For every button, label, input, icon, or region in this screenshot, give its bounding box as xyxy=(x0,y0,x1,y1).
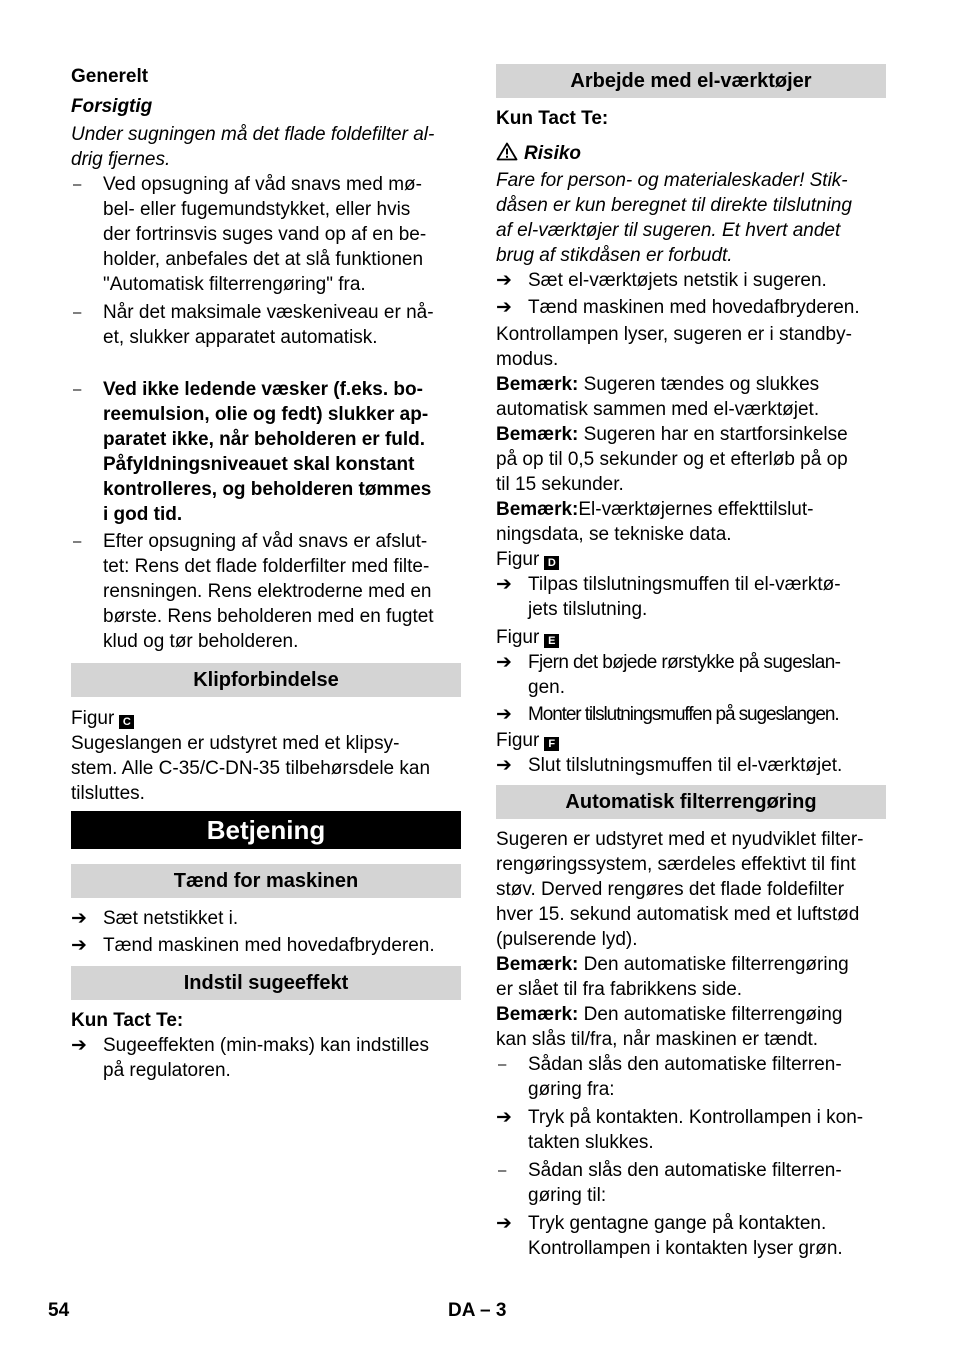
figure-f-icon: F xyxy=(544,737,559,751)
note: Bemærk: Den automatiske filterrengøring er slået til fra fabrikkens side. xyxy=(496,954,849,1000)
list-item: – Når det maksimale væskeniveau er nå- et, slukker apparatet automatisk. xyxy=(73,302,434,348)
list-item: – Efter opsugning af våd snavs er afslut- tet: Rens det flade folderfilter med filte- rensningen. Rens elektroderne med en børste. Rens beholderen med en fugtet klud og tør beholderen. xyxy=(73,531,434,652)
arrow-right-icon: ➔ xyxy=(496,652,512,673)
arrow-right-icon: ➔ xyxy=(71,1035,87,1056)
list-item: – Sådan slås den automatiske filterren- gøring til: xyxy=(498,1160,842,1206)
auto-clean-section xyxy=(496,827,886,1261)
arrow-right-icon: ➔ xyxy=(496,1213,512,1234)
arrow-right-icon: ➔ xyxy=(496,297,512,318)
step-item: ➔ Tryk på kontakten. Kontrollampen i kon- takten slukkes. xyxy=(496,1107,864,1153)
figure-reference: Figur E xyxy=(496,625,886,650)
arrow-right-icon: ➔ xyxy=(496,574,512,595)
list-item: – Sådan slås den automatiske filterren- gøring fra: xyxy=(498,1054,842,1100)
figure-reference: Figur C xyxy=(71,706,461,731)
tools-subheading: Kun Tact Te: xyxy=(496,108,609,129)
figure-e-icon: E xyxy=(544,634,559,648)
clip-section xyxy=(71,706,461,806)
arrow-right-icon: ➔ xyxy=(496,755,512,776)
suction-subheading: Kun Tact Te: xyxy=(71,1010,184,1031)
dash-marker: – xyxy=(73,533,82,550)
arrow-right-icon: ➔ xyxy=(496,1107,512,1128)
arrow-right-icon: ➔ xyxy=(496,704,512,725)
figure-c-icon: C xyxy=(119,715,134,729)
suction-title: Indstil sugeeffekt xyxy=(71,966,461,1000)
note: Bemærk: Den automatiske filterrengøing kan slås til/fra, når maskinen er tændt. xyxy=(496,1004,843,1050)
step-item: ➔ Tilpas tilslutningsmuffen til el-værktø- jets tilslutning. xyxy=(496,574,841,620)
figure-reference: Figur F xyxy=(496,728,886,753)
switch-on-section xyxy=(71,906,461,958)
dash-marker: – xyxy=(73,304,82,321)
step-item: ➔ Slut tilslutningsmuffen til el-værktøjet. xyxy=(496,755,843,776)
dash-marker: – xyxy=(498,1056,507,1073)
page-number: 54 xyxy=(48,1300,70,1321)
arrow-right-icon: ➔ xyxy=(71,908,87,929)
dash-marker: – xyxy=(498,1162,507,1179)
note: Bemærk: Sugeren tændes og slukkes automatisk sammen med el-værktøjet. xyxy=(496,374,820,420)
step-item: ➔ Monter tilslutningsmuffen på sugeslangen. xyxy=(496,704,839,725)
figure-reference: Figur D xyxy=(496,547,886,572)
switch-on-title: Tænd for maskinen xyxy=(71,864,461,898)
general-heading: Generelt xyxy=(71,66,149,87)
step-item: ➔ Tænd maskinen med hovedafbryderen. xyxy=(71,935,435,956)
suction-section xyxy=(71,1008,461,1083)
operation-title: Betjening xyxy=(71,811,461,849)
arrow-right-icon: ➔ xyxy=(71,935,87,956)
tools-section xyxy=(496,106,886,778)
auto-clean-title: Automatisk filterrengøring xyxy=(496,785,886,819)
step-item: ➔ Tryk gentagne gange på kontakten. Kontrollampen i kontakten lyser grøn. xyxy=(496,1213,843,1259)
section-label: DA – 3 xyxy=(448,1300,507,1321)
list-item: – Ved opsugning af våd snavs med mø- bel- eller fugemundstykket, eller hvis der fortrinsvis suges vand op af en be- holder, anbefales det at slå funktionen "Automatisk filterrengøring" fra. xyxy=(73,174,427,295)
note: Bemærk:El-værktøjernes effekttilslut- ningsdata, se tekniske data. xyxy=(496,499,814,545)
risk-label-row: Risiko xyxy=(496,141,886,166)
warning-triangle-icon xyxy=(496,142,518,161)
clip-section-title: Klipforbindelse xyxy=(71,663,461,697)
step-item: ➔ Sæt el-værktøjets netstik i sugeren. xyxy=(496,270,827,291)
caution-label: Forsigtig xyxy=(71,96,153,117)
dash-marker: – xyxy=(73,176,82,193)
auto-clean-intro: Sugeren er udstyret med et nyudviklet filter- rengøringssystem, særdeles effektivt til fint støv. Derved rengøres det flade foldefilter hver 15. sekund automatisk med et luftstød (pulserende lyd). xyxy=(496,829,864,950)
caution-text: Under sugningen må det flade foldefilter al- drig fjernes. xyxy=(71,124,435,170)
tools-section-title: Arbejde med el-værktøjer xyxy=(496,64,886,98)
dash-marker: – xyxy=(73,381,82,398)
step-item: ➔ Sugeeffekten (min-maks) kan indstilles på regulatoren. xyxy=(71,1035,429,1081)
step-item: ➔ Sæt netstikket i. xyxy=(71,908,239,929)
clip-text: Sugeslangen er udstyret med et klipsy- stem. Alle C-35/C-DN-35 tilbehørsdele kan tilsluttes. xyxy=(71,733,431,804)
warning-list-item: – Ved ikke ledende væsker (f.eks. bo- reemulsion, olie og fedt) slukker ap- paratet ikke, når beholderen er fuld. Påfyldningsniveauet skal konstant kontrolleres, og beholderen tømmes i god tid. xyxy=(73,379,432,525)
standby-text: Kontrollampen lyser, sugeren er i standby- modus. xyxy=(496,324,852,370)
step-item: ➔ Fjern det bøjede rørstykke på sugeslan- gen. xyxy=(496,652,841,698)
risk-text: Fare for person- og materialeskader! Stik- dåsen er kun beregnet til direkte tilslutning af el-værktøjer til sugeren. Et hvert andet brug af stikdåsen er forbudt. xyxy=(496,170,852,266)
note: Bemærk: Sugeren har en startforsinkelse på op til 0,5 sekunder og et efterløb på op til 15 sekunder. xyxy=(496,424,848,495)
step-item: ➔ Tænd maskinen med hovedafbryderen. xyxy=(496,297,860,318)
figure-d-icon: D xyxy=(544,556,559,570)
general-section xyxy=(71,64,461,654)
arrow-right-icon: ➔ xyxy=(496,270,512,291)
